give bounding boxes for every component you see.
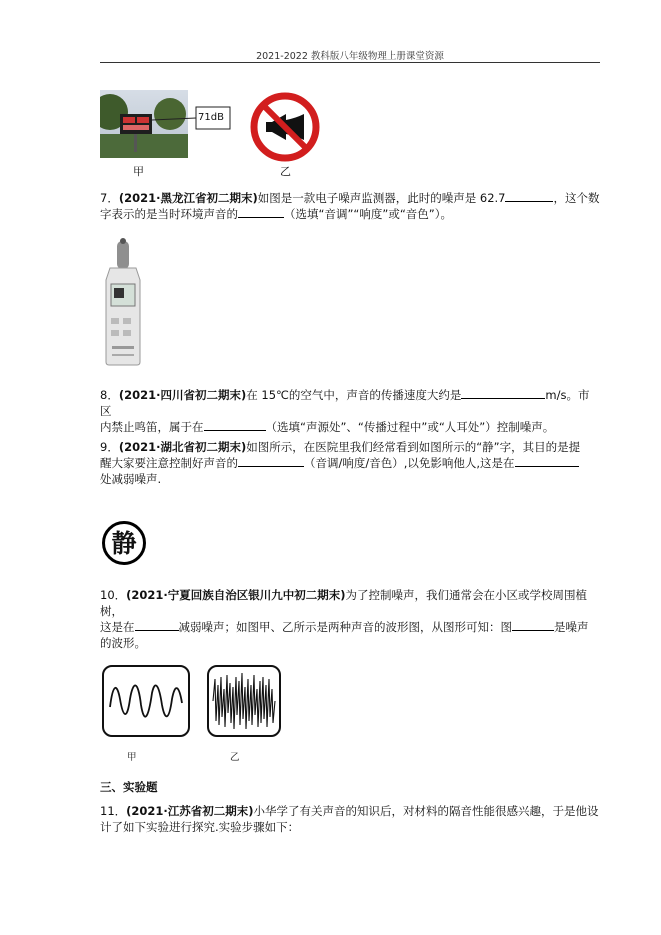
caption-jia-wave: 甲 <box>127 752 137 763</box>
q8-text1: 在 15℃的空气中，声音的传播速度大约是 <box>246 388 462 402</box>
q9-line3: 处减弱噪声. <box>100 472 162 486</box>
page-header: 2021-2022 教科版八年级物理上册课堂资源 <box>256 51 444 62</box>
section-3-title: 三、实验题 <box>100 780 158 794</box>
q10-line2b: 减弱噪声；如图甲、乙所示是两种声音的波形图，从图形可知：图 <box>178 620 512 634</box>
q7-text2: ，这个数 <box>553 191 600 205</box>
question-11 <box>100 803 600 835</box>
question-8 <box>100 387 600 435</box>
waveform-yi <box>207 665 281 737</box>
q7-source: (2021·黑龙江省初二期末) <box>118 191 258 205</box>
q7-text1: 如图是一款电子噪声监测器，此时的噪声是 62.7 <box>257 191 506 205</box>
waveform-jia <box>102 665 190 737</box>
q10-text1: 为了控制噪声，我们通常会在小区或学校周围植树， <box>100 588 588 618</box>
q8-blank1 <box>461 387 545 399</box>
q9-line2b: （音调/响度/音色）,以免影响他人,这是在 <box>304 456 515 470</box>
q8-source: (2021·四川省初二期末) <box>118 388 247 402</box>
q9-number: 9． <box>100 440 119 454</box>
no-horn-sign <box>248 90 322 164</box>
q7-blank1 <box>505 190 553 202</box>
q10-line3: 的波形。 <box>100 636 146 650</box>
jing-sign <box>102 521 146 565</box>
q9-blank1 <box>238 455 304 467</box>
q10-source: (2021·宁夏回族自治区银川九中初二期末) <box>126 588 346 602</box>
q9-line2a: 醒大家要注意控制好声音的 <box>100 456 238 470</box>
q7-blank2 <box>238 206 284 218</box>
q8-line2b: （选填“声源处”、“传播过程中”或“人耳处”）控制噪声。 <box>265 420 555 434</box>
sound-level-meter-image <box>100 238 146 366</box>
q9-blank2 <box>515 455 579 467</box>
q11-line2: 计了如下实验进行探究.实验步骤如下： <box>100 820 300 834</box>
q7-number: 7． <box>100 191 119 205</box>
q9-text1: 如图所示，在医院里我们经常看到如图所示的“静”字，其目的是提 <box>246 440 581 454</box>
q10-blank2 <box>512 619 554 631</box>
q10-blank1 <box>135 619 179 631</box>
q10-number: 10． <box>100 588 127 602</box>
caption-yi-wave: 乙 <box>230 752 240 763</box>
q8-blank2 <box>204 419 266 431</box>
q11-text1: 小华学了有关声音的知识后，对材料的隔音性能很感兴趣，于是他设 <box>253 804 599 818</box>
q9-source: (2021·湖北省初二期末) <box>118 440 247 454</box>
q10-line2c: 是噪声 <box>554 620 589 634</box>
q10-line2a: 这是在 <box>100 620 135 634</box>
db-readout: 71dB <box>198 112 224 123</box>
q8-text2: m/s。市区 <box>100 388 590 418</box>
jing-char: 静 <box>111 528 137 558</box>
caption-jia-top: 甲 <box>133 165 144 178</box>
caption-yi-top: 乙 <box>280 165 291 178</box>
q8-number: 8． <box>100 388 119 402</box>
question-9 <box>100 439 600 487</box>
header-rule <box>100 62 600 63</box>
question-10 <box>100 587 600 651</box>
q7-line2a: 字表示的是当时环境声音的 <box>100 207 238 221</box>
q7-line2b: （选填“音调”“响度”或“音色”）。 <box>284 207 452 221</box>
q11-number: 11． <box>100 804 127 818</box>
noise-monitor-photo <box>100 90 235 158</box>
q8-line2a: 内禁止鸣笛，属于在 <box>100 420 204 434</box>
question-7 <box>100 190 600 222</box>
q11-source: (2021·江苏省初二期末) <box>126 804 254 818</box>
